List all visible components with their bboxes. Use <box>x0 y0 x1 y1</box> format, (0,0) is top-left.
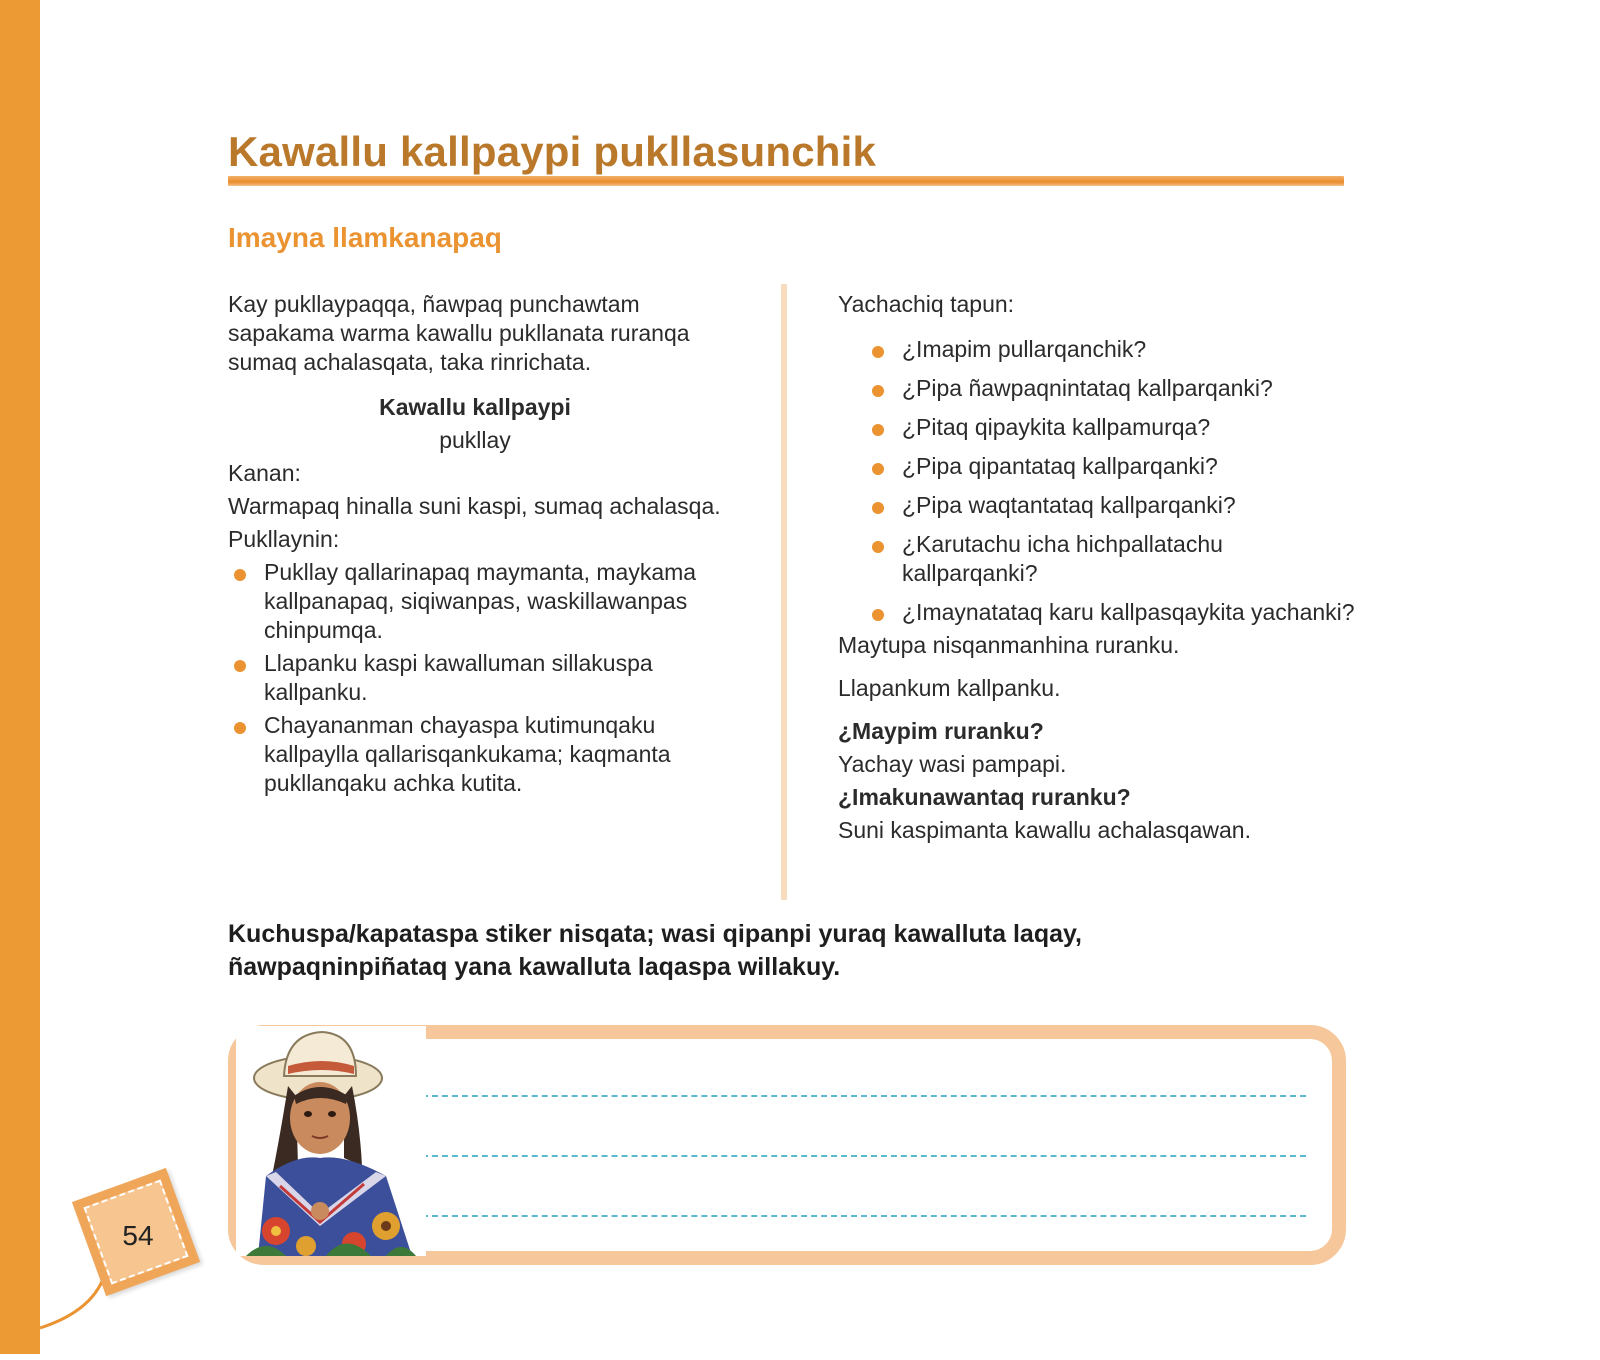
list-item: ¿Pipa qipantataq kallparqanki? <box>838 452 1358 481</box>
writing-line[interactable] <box>422 1155 1306 1157</box>
page-number: 54 <box>122 1220 154 1251</box>
list-item: Chayananman chayaspa kutimunqaku kallpaylla qallarisqankukama; kaqmanta pukllanqaku achka kutita. <box>228 711 748 798</box>
where-heading: ¿Maypim ruranku? <box>838 718 1044 744</box>
girl-with-hat-illustration <box>236 1026 426 1256</box>
list-item: Pukllay qallarinapaq maymanta, maykama kallpanapaq, siqiwanpas, waskillawanpas chinpumqa. <box>228 558 748 645</box>
right-column <box>838 290 1358 845</box>
with-heading: ¿Imakunawantaq ruranku? <box>838 784 1131 810</box>
list-item: ¿Pipa ñawpaqnintataq kallparqanki? <box>838 374 1358 403</box>
intro-paragraph: Kay pukllaypaqqa, ñawpaq punchawtam sapakama warma kawallu pukllanata ruranqa sumaq achalasqata, taka rinrichata. <box>228 291 690 375</box>
questions-list <box>838 335 1358 627</box>
rules-list <box>228 558 748 798</box>
writing-line[interactable] <box>422 1095 1306 1097</box>
list-item: ¿Imapim pullarqanchik? <box>838 335 1358 364</box>
rules-label: Pukllaynin: <box>228 526 340 552</box>
column-divider <box>781 284 787 900</box>
list-item: ¿Karutachu icha hichpallatachu kallparqanki? <box>838 530 1358 588</box>
writing-line[interactable] <box>422 1215 1306 1217</box>
activity-paragraph: Llapankum kallpanku. <box>838 675 1061 701</box>
instruction-line-2: ñawpaqninpiñataq yana kawalluta laqaspa willakuy. <box>228 953 841 981</box>
page-title: Kawallu kallpaypi pukllasunchik <box>228 128 877 175</box>
left-column <box>228 290 748 798</box>
list-item: ¿Imaynatataq karu kallpasqaykita yachanki? <box>838 598 1358 627</box>
game-title: Kawallu kallpaypi <box>379 394 571 420</box>
where-text: Yachay wasi pampapi. <box>838 751 1067 777</box>
activity-paragraph: Maytupa nisqanmanhina ruranku. <box>838 632 1180 658</box>
list-item: ¿Pipa waqtantataq kallparqanki? <box>838 491 1358 520</box>
title-underline <box>228 176 1344 186</box>
section-heading: Imayna llamkanapaq <box>228 222 502 253</box>
materials-label: Kanan: <box>228 460 301 486</box>
questions-label: Yachachiq tapun: <box>838 291 1015 317</box>
materials-text: Warmapaq hinalla suni kaspi, sumaq achalasqa. <box>228 493 721 519</box>
left-margin-band <box>0 0 40 1354</box>
list-item: Llapanku kaspi kawalluman sillakuspa kallpanku. <box>228 649 748 707</box>
list-item: ¿Pitaq qipaykita kallpamurqa? <box>838 413 1358 442</box>
game-title-subline: pukllay <box>439 427 511 453</box>
with-text: Suni kaspimanta kawallu achalasqawan. <box>838 817 1251 843</box>
sticker-instruction <box>228 918 1228 984</box>
instruction-line-1: Kuchuspa/kapataspa stiker nisqata; wasi qipanpi yuraq kawalluta laqay, <box>228 920 1082 948</box>
